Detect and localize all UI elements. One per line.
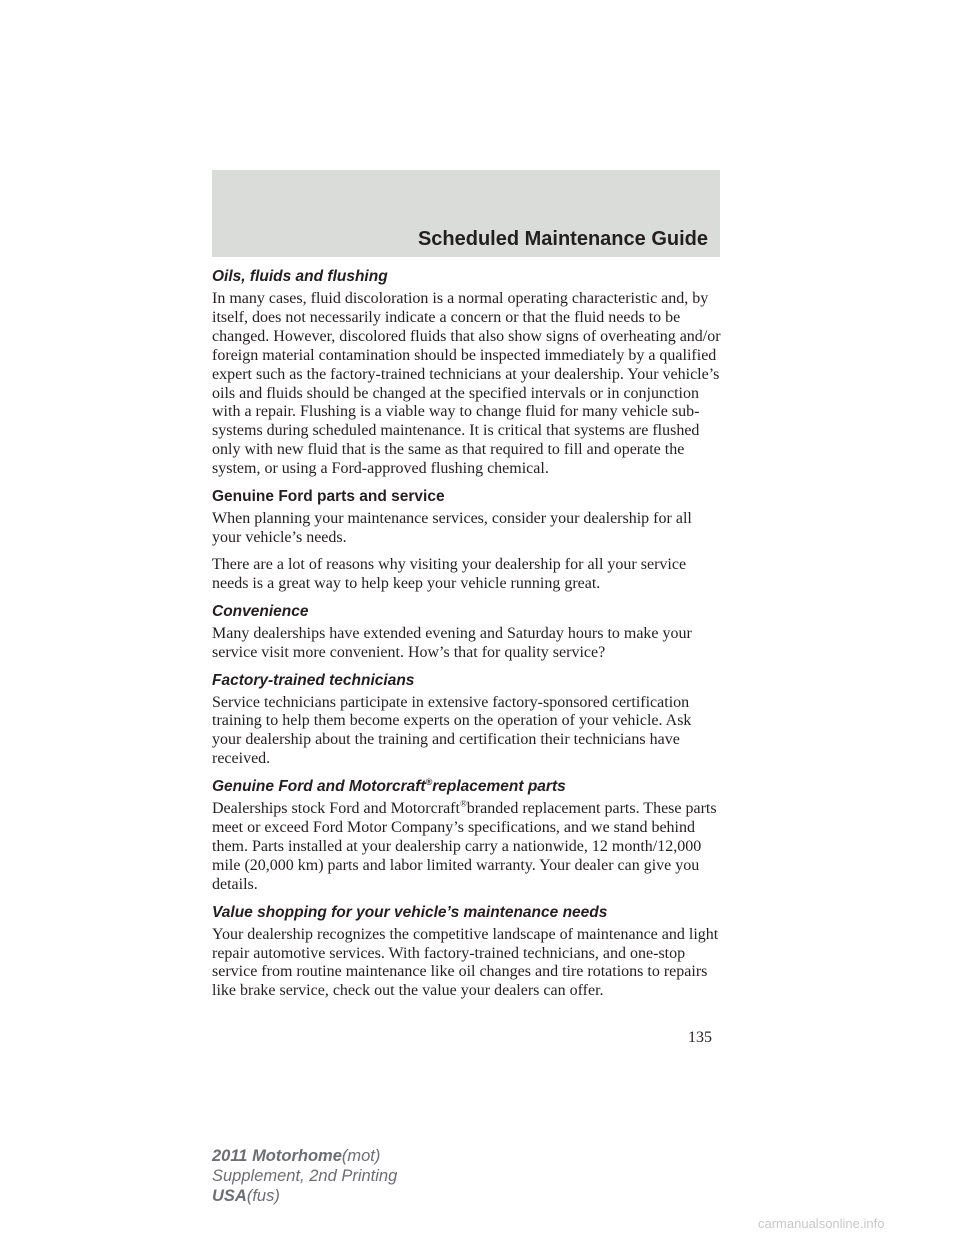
page-number: 135 xyxy=(688,1029,712,1046)
footer-market-code: (fus) xyxy=(246,1187,280,1205)
paragraph-factory-trained: Service technicians participate in extensive factory-sponsored certification training to help them become experts on the operation of your vehicle. Ask your dealership about the training and certification their technicians have received. xyxy=(212,693,692,768)
heading-replacement-parts xyxy=(212,777,724,797)
heading-oils-fluids: Oils, fluids and flushing xyxy=(212,268,388,285)
section-header-band xyxy=(212,170,720,257)
section-title: Scheduled Maintenance Guide xyxy=(417,228,708,250)
page-content xyxy=(212,267,724,1009)
paragraph-planning-services: When planning your maintenance services, consider your dealership for all your vehicle’s needs. xyxy=(212,510,692,546)
paragraph-replacement-parts-post: branded replacement parts. These parts meet or exceed Ford Motor Company’s specifications, and we stand behind them. Parts installed at your dealership carry a nationwide, 12 month/12,000 mile (20,000 km) parts and labor limited warranty. Your dealer can give you details. xyxy=(212,800,717,893)
paragraph-reasons-visit: There are a lot of reasons why visiting your dealership for all your service needs is a great way to help keep your vehicle running great. xyxy=(212,555,687,592)
heading-replacement-parts-post: replacement parts xyxy=(432,778,566,796)
footer-market: USA xyxy=(212,1187,247,1205)
registered-mark: ® xyxy=(425,776,433,787)
heading-convenience: Convenience xyxy=(212,602,309,620)
footer-line-1 xyxy=(212,1146,397,1166)
footer-model: 2011 Motorhome xyxy=(212,1147,342,1165)
heading-replacement-parts-pre: Genuine Ford and Motorcraft xyxy=(212,778,426,796)
document-footer xyxy=(212,1146,397,1206)
paragraph-replacement-parts-pre: Dealerships stock Ford and Motorcraft xyxy=(212,800,460,818)
heading-value-shopping: Value shopping for your vehicle’s maintenance needs xyxy=(212,903,608,921)
footer-line-3 xyxy=(212,1186,397,1206)
registered-mark: ® xyxy=(459,798,467,809)
paragraph-value-shopping: Your dealership recognizes the competitive landscape of maintenance and light repair automotive services. With factory-trained technicians, and one-stop service from routine maintenance like oil changes and tire rotations to repairs like brake service, check out the value your dealers can offer. xyxy=(212,925,719,1000)
paragraph-convenience: Many dealerships have extended evening and Saturday hours to make your service visit more convenient. How’s that for quality service? xyxy=(212,624,692,661)
paragraph-oils-fluids: In many cases, fluid discoloration is a normal operating characteristic and, by itself, does not necessarily indicate a concern or that the fluid needs to be changed. However, discolored fluids that also show signs of overheating and/or foreign material contamination should be inspected immediately by a qualified expert such as the factory-trained technicians at your dealership. Your vehicle’s oils and fluids should be changed at the specified intervals or in conjunction with a repair. Flushing is a viable way to change fluid for many vehicle sub-systems during scheduled maintenance. It is critical that systems are flushed only with new fluid that is the same as that required to fill and operate the system, or using a Ford-approved flushing chemical. xyxy=(212,290,721,478)
paragraph-replacement-parts xyxy=(212,800,724,895)
footer-line-2: Supplement, 2nd Printing xyxy=(212,1167,398,1185)
watermark-text: carmanualsonline.info xyxy=(758,1216,885,1231)
heading-factory-trained: Factory-trained technicians xyxy=(212,671,415,689)
footer-model-code: (mot) xyxy=(341,1147,381,1165)
heading-genuine-ford-parts: Genuine Ford parts and service xyxy=(212,488,445,506)
